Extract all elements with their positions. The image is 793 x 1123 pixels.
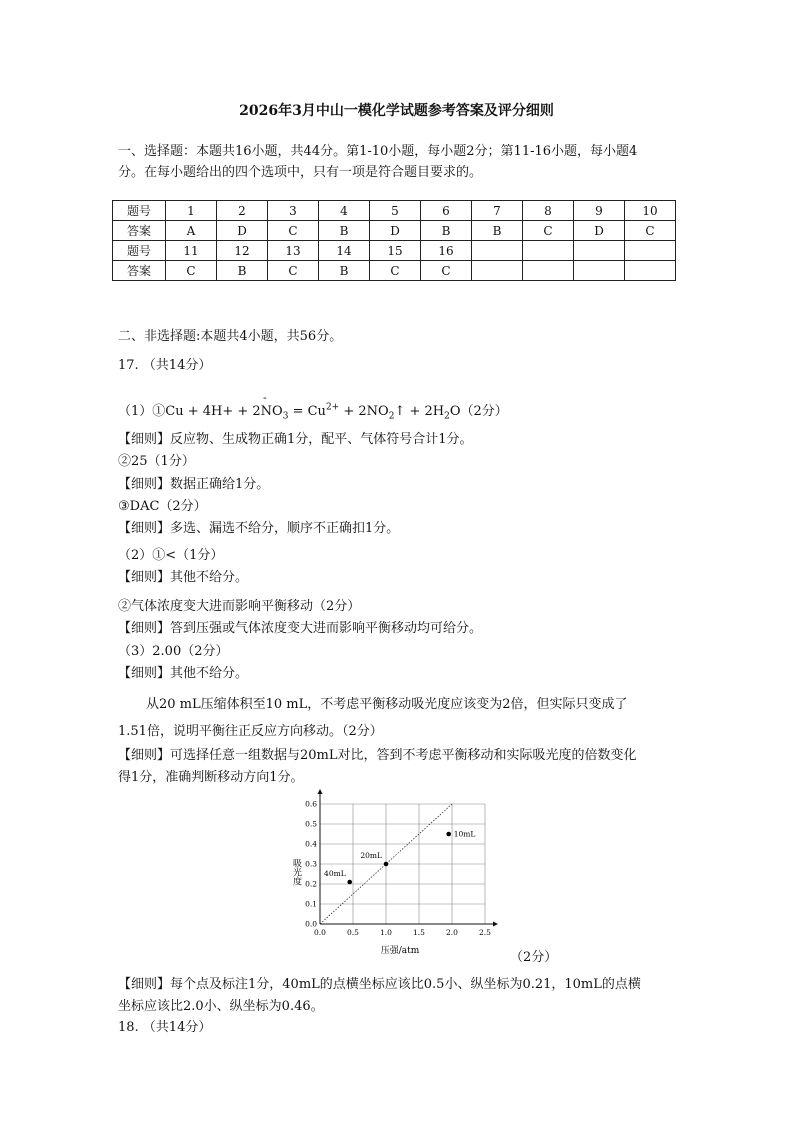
detail-5: 【细则】答到压强或气体浓度变大进而影响平衡移动均可给分。 [118, 621, 483, 636]
table-cell: 2 [217, 201, 268, 221]
data-point [384, 862, 389, 867]
y-axis-arrow [318, 789, 323, 794]
x-tick-label: 2.5 [479, 928, 491, 937]
table-row-header: 答案 [113, 221, 166, 241]
table-cell [574, 261, 625, 281]
point-label: 40mL [324, 869, 346, 878]
section2-header: 二、非选择题:本题共4小题，共56分。 [118, 329, 343, 344]
answer-table [112, 200, 676, 281]
answer-2: ②25（1分） [118, 454, 195, 469]
table-row-header: 答案 [113, 261, 166, 281]
answer-3: ③DAC（2分） [118, 499, 207, 514]
detail-4: 【细则】其他不给分。 [118, 570, 249, 585]
table-row [113, 221, 676, 241]
x-tick-label: 1.0 [380, 928, 392, 937]
table-cell: 4 [319, 201, 370, 221]
table-cell: A [166, 221, 217, 241]
point-label: 10mL [453, 829, 476, 839]
table-cell: 14 [319, 241, 370, 261]
table-cell: C [523, 221, 574, 241]
data-point [446, 832, 451, 837]
y-tick-label: 0.3 [305, 859, 317, 869]
table-row [113, 241, 676, 261]
y-axis-label: 吸光度 [291, 858, 301, 886]
table-cell: C [421, 261, 472, 281]
table-cell: 16 [421, 241, 472, 261]
answer-4: （2）①<（1分） [118, 548, 224, 563]
nitrate-charge-mark: - [263, 391, 267, 404]
table-cell: 3 [268, 201, 319, 221]
table-cell: C [268, 221, 319, 241]
x-axis-label: 压强/atm [380, 946, 420, 956]
table-cell [625, 241, 676, 261]
y-tick-label: 0.2 [305, 879, 317, 889]
chart-score: （2分） [510, 950, 558, 965]
y-tick-label: 0.6 [305, 799, 317, 809]
table-cell [472, 241, 523, 261]
table-cell: B [472, 221, 523, 241]
table-cell: C [625, 221, 676, 241]
table-cell: 6 [421, 201, 472, 221]
table-cell: 11 [166, 241, 217, 261]
equation: （1）①Cu + $4H+ + 2NO_3 = Cu^{2+}$ + $2NO_2↑ + 2H_2O(2$分） [118, 402, 508, 422]
table-cell: B [217, 261, 268, 281]
detail-7b: 得1分，准确判断移动方向1分。 [118, 770, 304, 785]
paragraph-line1: 从20 mL压缩体积至10 mL，不考虑平衡移动吸光度应该变为2倍，但实际只变成了 [146, 697, 628, 712]
table-cell: 15 [370, 241, 421, 261]
table-cell: D [370, 221, 421, 241]
section1-line2: 分。在每小题给出的四个选项中，只有一项是符合题目要求的。 [118, 165, 483, 180]
table-cell: C [268, 261, 319, 281]
x-tick-label: 0.5 [347, 928, 359, 937]
detail-8a: 【细则】每个点及标注1分，40mL的点横坐标应该比0.5小、纵坐标为0.21，10mL的点横 [118, 977, 641, 992]
table-cell: 5 [370, 201, 421, 221]
detail-8b: 坐标应该比2.0小、纵坐标为0.46。 [118, 999, 324, 1014]
detail-3: 【细则】多选、漏选不给分，顺序不正确扣1分。 [118, 521, 400, 536]
x-tick-label: 1.5 [413, 928, 425, 937]
section1-line1: 一、选择题：本题共16小题，共44分。第1-10小题，每小题2分；第11-16小题，每小题4 [118, 144, 638, 159]
table-row [113, 261, 676, 281]
x-axis-arrow [493, 922, 498, 927]
answer-5: ②气体浓度变大进而影响平衡移动（2分） [118, 599, 361, 614]
table-row [113, 201, 676, 221]
detail-6: 【细则】其他不给分。 [118, 666, 249, 681]
y-tick-label: 0.5 [305, 819, 317, 829]
absorbance-pressure-chart [290, 788, 510, 958]
table-cell: 12 [217, 241, 268, 261]
table-row-header: 题号 [113, 241, 166, 261]
table-cell: 9 [574, 201, 625, 221]
table-cell: B [421, 221, 472, 241]
table-cell [625, 261, 676, 281]
table-row-header: 题号 [113, 201, 166, 221]
point-label: 20mL [360, 851, 382, 860]
table-cell: C [370, 261, 421, 281]
table-cell: D [574, 221, 625, 241]
q17-header: 17. （共14分） [118, 358, 212, 373]
detail-7a: 【细则】可选择任意一组数据与20mL对比，答到不考虑平衡移动和实际吸光度的倍数变化 [118, 748, 637, 763]
detail-2: 【细则】数据正确给1分。 [118, 477, 270, 492]
table-cell: D [217, 221, 268, 241]
y-tick-label: 0.0 [305, 919, 317, 929]
table-cell: B [319, 221, 370, 241]
table-cell: B [319, 261, 370, 281]
answer-6: （3）2.00（2分） [118, 644, 229, 659]
detail-1: 【细则】反应物、生成物正确1分，配平、气体符号合计1分。 [118, 432, 473, 447]
table-cell [472, 261, 523, 281]
data-point [347, 880, 352, 885]
paragraph-line2: 1.51倍，说明平衡往正反应方向移动。（2分） [118, 724, 383, 739]
y-tick-label: 0.1 [305, 899, 317, 909]
table-cell [523, 261, 574, 281]
table-cell: 13 [268, 241, 319, 261]
x-tick-label: 0.0 [314, 928, 326, 937]
q18-header: 18. （共14分） [118, 1020, 212, 1035]
table-cell: 1 [166, 201, 217, 221]
table-cell: 7 [472, 201, 523, 221]
table-cell [523, 241, 574, 261]
table-cell: 10 [625, 201, 676, 221]
table-cell [574, 241, 625, 261]
table-cell: 8 [523, 201, 574, 221]
y-tick-label: 0.4 [305, 839, 317, 849]
table-cell: C [166, 261, 217, 281]
page-title: 2026年3月中山一模化学试题参考答案及评分细则 [239, 103, 554, 119]
x-tick-label: 2.0 [446, 928, 458, 937]
